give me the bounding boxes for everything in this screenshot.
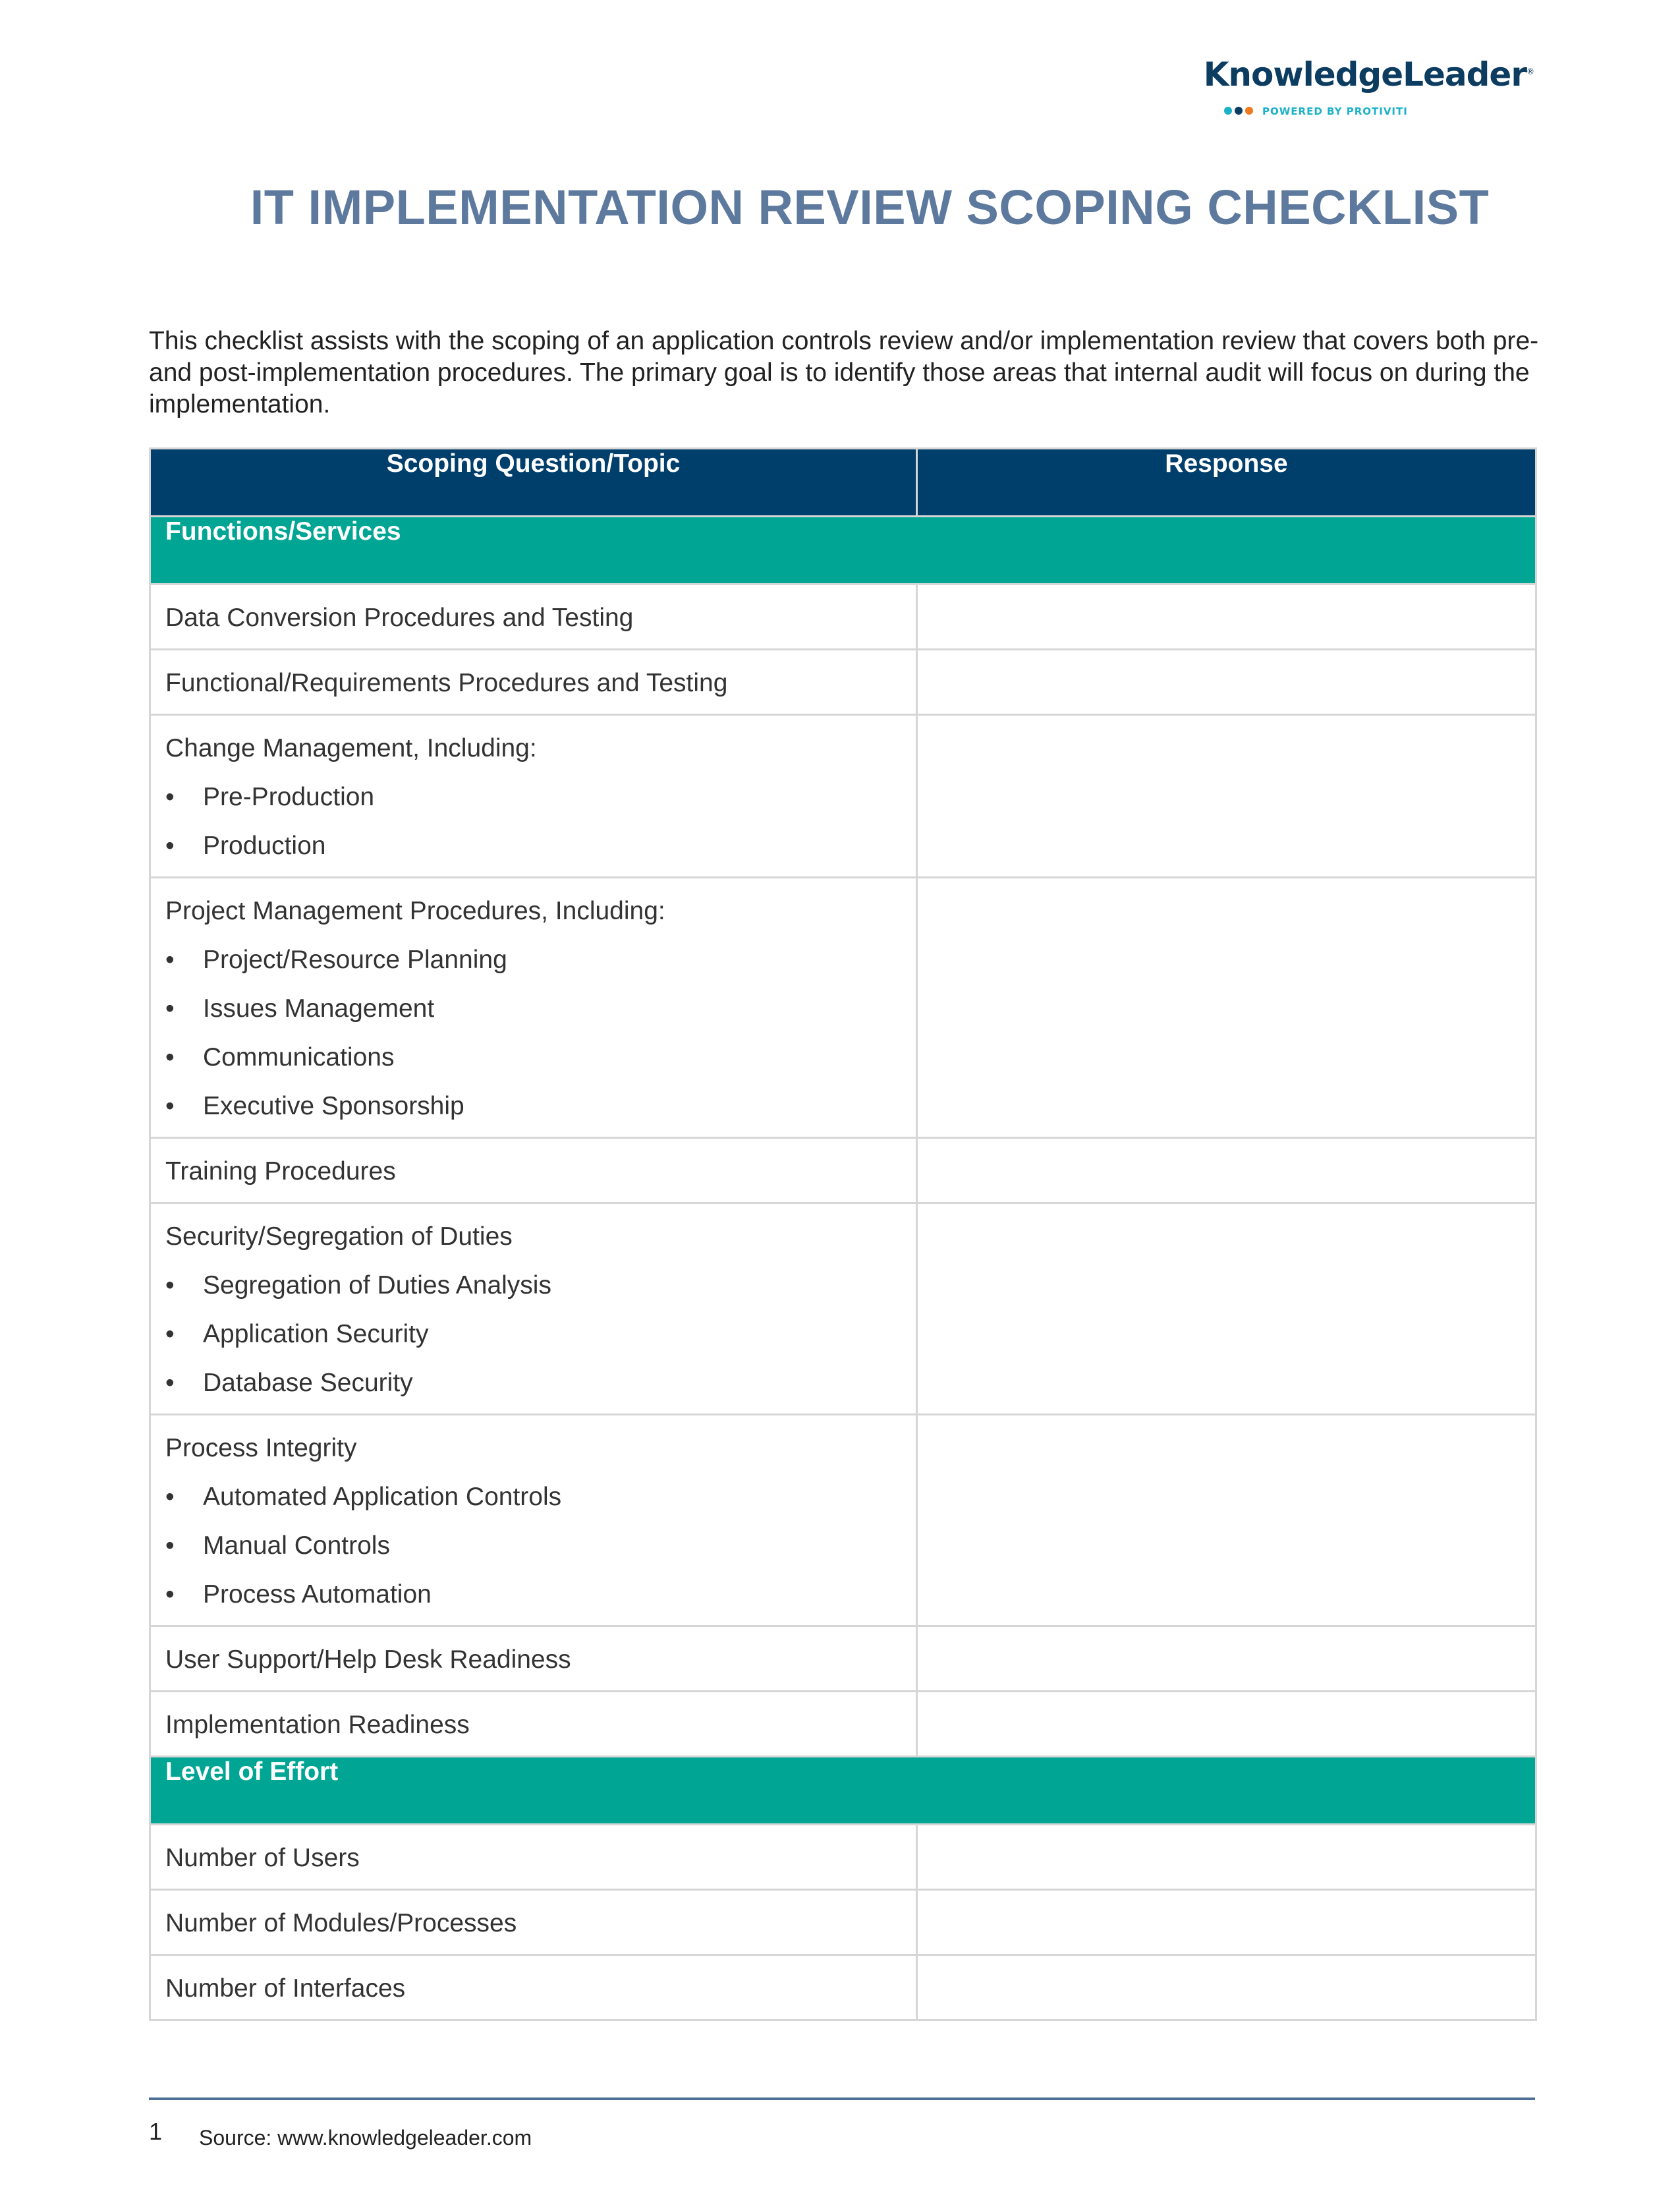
table-row [150, 1825, 1536, 1890]
list-item [165, 830, 901, 862]
response-cell[interactable] [917, 715, 1536, 878]
brand-logo [1165, 55, 1534, 128]
bullet-icon: • [165, 1531, 175, 1560]
list-item [165, 1481, 901, 1513]
bullet-icon: • [165, 1043, 175, 1071]
sub-item-label: Segregation of Duties Analysis [203, 1271, 551, 1299]
section-title: Level of Effort [150, 1757, 1536, 1825]
response-cell[interactable] [917, 1955, 1536, 2020]
sub-item-list [165, 782, 901, 862]
sub-item-label: Process Automation [203, 1580, 432, 1609]
response-cell[interactable] [917, 1890, 1536, 1955]
list-item [165, 1319, 901, 1350]
bullet-icon: • [165, 1320, 175, 1348]
brand-tagline: POWERED BY PROTIVITI [1262, 105, 1408, 117]
brand-dots-icon [1224, 107, 1253, 115]
response-cell[interactable] [917, 1415, 1536, 1626]
bullet-icon: • [165, 1092, 175, 1120]
bullet-icon: • [165, 946, 175, 974]
table-body [150, 517, 1536, 2020]
topic-cell [150, 715, 917, 878]
sub-item-list [165, 1270, 901, 1399]
response-cell[interactable] [917, 1626, 1536, 1692]
response-cell[interactable] [917, 1692, 1536, 1757]
footer-divider [149, 2097, 1535, 2100]
sub-item-label: Manual Controls [203, 1531, 390, 1560]
topic-cell [150, 650, 917, 715]
table-row [150, 585, 1536, 650]
brand-dot-2 [1235, 107, 1243, 115]
table-row [150, 1955, 1536, 2020]
topic-label: Number of Interfaces [165, 1974, 406, 2003]
topic-label: Number of Modules/Processes [165, 1909, 517, 1937]
topic-cell [150, 1890, 917, 1955]
topic-cell [150, 1955, 917, 2020]
column-header-response: Response [917, 449, 1536, 517]
sub-item-label: Pre-Production [203, 783, 375, 811]
intro-paragraph: This checklist assists with the scoping of an application controls review and/or implementation review that covers both pre- and post-implementation procedures. The primary goal is to identify those areas that internal audit will focus on during the implementation. [149, 327, 1539, 418]
response-cell[interactable] [917, 650, 1536, 715]
brand-name: KnowledgeLeader [1203, 55, 1526, 94]
table-row [150, 1203, 1536, 1415]
sub-item-list [165, 944, 901, 1122]
topic-cell [150, 1825, 917, 1890]
topic-label: Functional/Requirements Procedures and Testing [165, 669, 728, 697]
table-row [150, 1890, 1536, 1955]
topic-cell [150, 585, 917, 650]
table-row [150, 1415, 1536, 1626]
registered-mark: ® [1526, 67, 1534, 76]
topic-cell [150, 1692, 917, 1757]
sub-item-label: Project/Resource Planning [203, 946, 507, 974]
bullet-icon: • [165, 783, 175, 811]
list-item [165, 1042, 901, 1073]
sub-item-label: Application Security [203, 1320, 429, 1348]
response-cell[interactable] [917, 1825, 1536, 1890]
bullet-icon: • [165, 994, 175, 1023]
bullet-icon: • [165, 1580, 175, 1609]
bullet-icon: • [165, 1271, 175, 1299]
sub-item-label: Issues Management [203, 994, 435, 1023]
topic-label: Number of Users [165, 1844, 360, 1872]
bullet-icon: • [165, 832, 175, 860]
response-cell[interactable] [917, 878, 1536, 1138]
source-citation: Source: www.knowledgeleader.com [199, 2126, 532, 2150]
table-row [150, 650, 1536, 715]
bullet-icon: • [165, 1369, 175, 1397]
sub-item-label: Communications [203, 1043, 395, 1071]
topic-label: Project Management Procedures, Including: [165, 897, 665, 925]
page-number: 1 [149, 2118, 163, 2145]
topic-label: User Support/Help Desk Readiness [165, 1645, 571, 1674]
list-item [165, 1270, 901, 1301]
response-cell[interactable] [917, 1138, 1536, 1203]
table-row [150, 715, 1536, 878]
list-item [165, 1530, 901, 1562]
topic-label: Change Management, Including: [165, 734, 537, 762]
sub-item-list [165, 1481, 901, 1611]
list-item [165, 944, 901, 976]
topic-label: Training Procedures [165, 1157, 396, 1185]
topic-cell [150, 1626, 917, 1692]
sub-item-label: Executive Sponsorship [203, 1092, 464, 1120]
brand-wordmark [1204, 55, 1534, 94]
list-item [165, 993, 901, 1025]
section-header-row [150, 1757, 1536, 1825]
sub-item-label: Automated Application Controls [203, 1483, 562, 1511]
table-header-row [150, 449, 1536, 517]
topic-cell [150, 878, 917, 1138]
scoping-checklist-table [149, 447, 1537, 2021]
topic-cell [150, 1138, 917, 1203]
sub-item-label: Production [203, 832, 326, 860]
brand-dot-3 [1245, 107, 1253, 115]
list-item [165, 1367, 901, 1399]
brand-dot-1 [1224, 107, 1232, 115]
page-title: IT IMPLEMENTATION REVIEW SCOPING CHECKLIST [250, 180, 1490, 235]
section-title: Functions/Services [150, 517, 1536, 585]
response-cell[interactable] [917, 585, 1536, 650]
column-header-topic: Scoping Question/Topic [150, 449, 917, 517]
list-item [165, 1579, 901, 1611]
topic-label: Data Conversion Procedures and Testing [165, 604, 634, 632]
topic-cell [150, 1203, 917, 1415]
sub-item-label: Database Security [203, 1369, 413, 1397]
bullet-icon: • [165, 1483, 175, 1511]
list-item [165, 1091, 901, 1122]
table-row [150, 1626, 1536, 1692]
list-item [165, 782, 901, 813]
topic-label: Implementation Readiness [165, 1711, 470, 1739]
topic-label: Security/Segregation of Duties [165, 1222, 513, 1251]
topic-label: Process Integrity [165, 1434, 357, 1462]
topic-cell [150, 1415, 917, 1626]
response-cell[interactable] [917, 1203, 1536, 1415]
table-row [150, 878, 1536, 1138]
table-row [150, 1692, 1536, 1757]
table-row [150, 1138, 1536, 1203]
section-header-row [150, 517, 1536, 585]
